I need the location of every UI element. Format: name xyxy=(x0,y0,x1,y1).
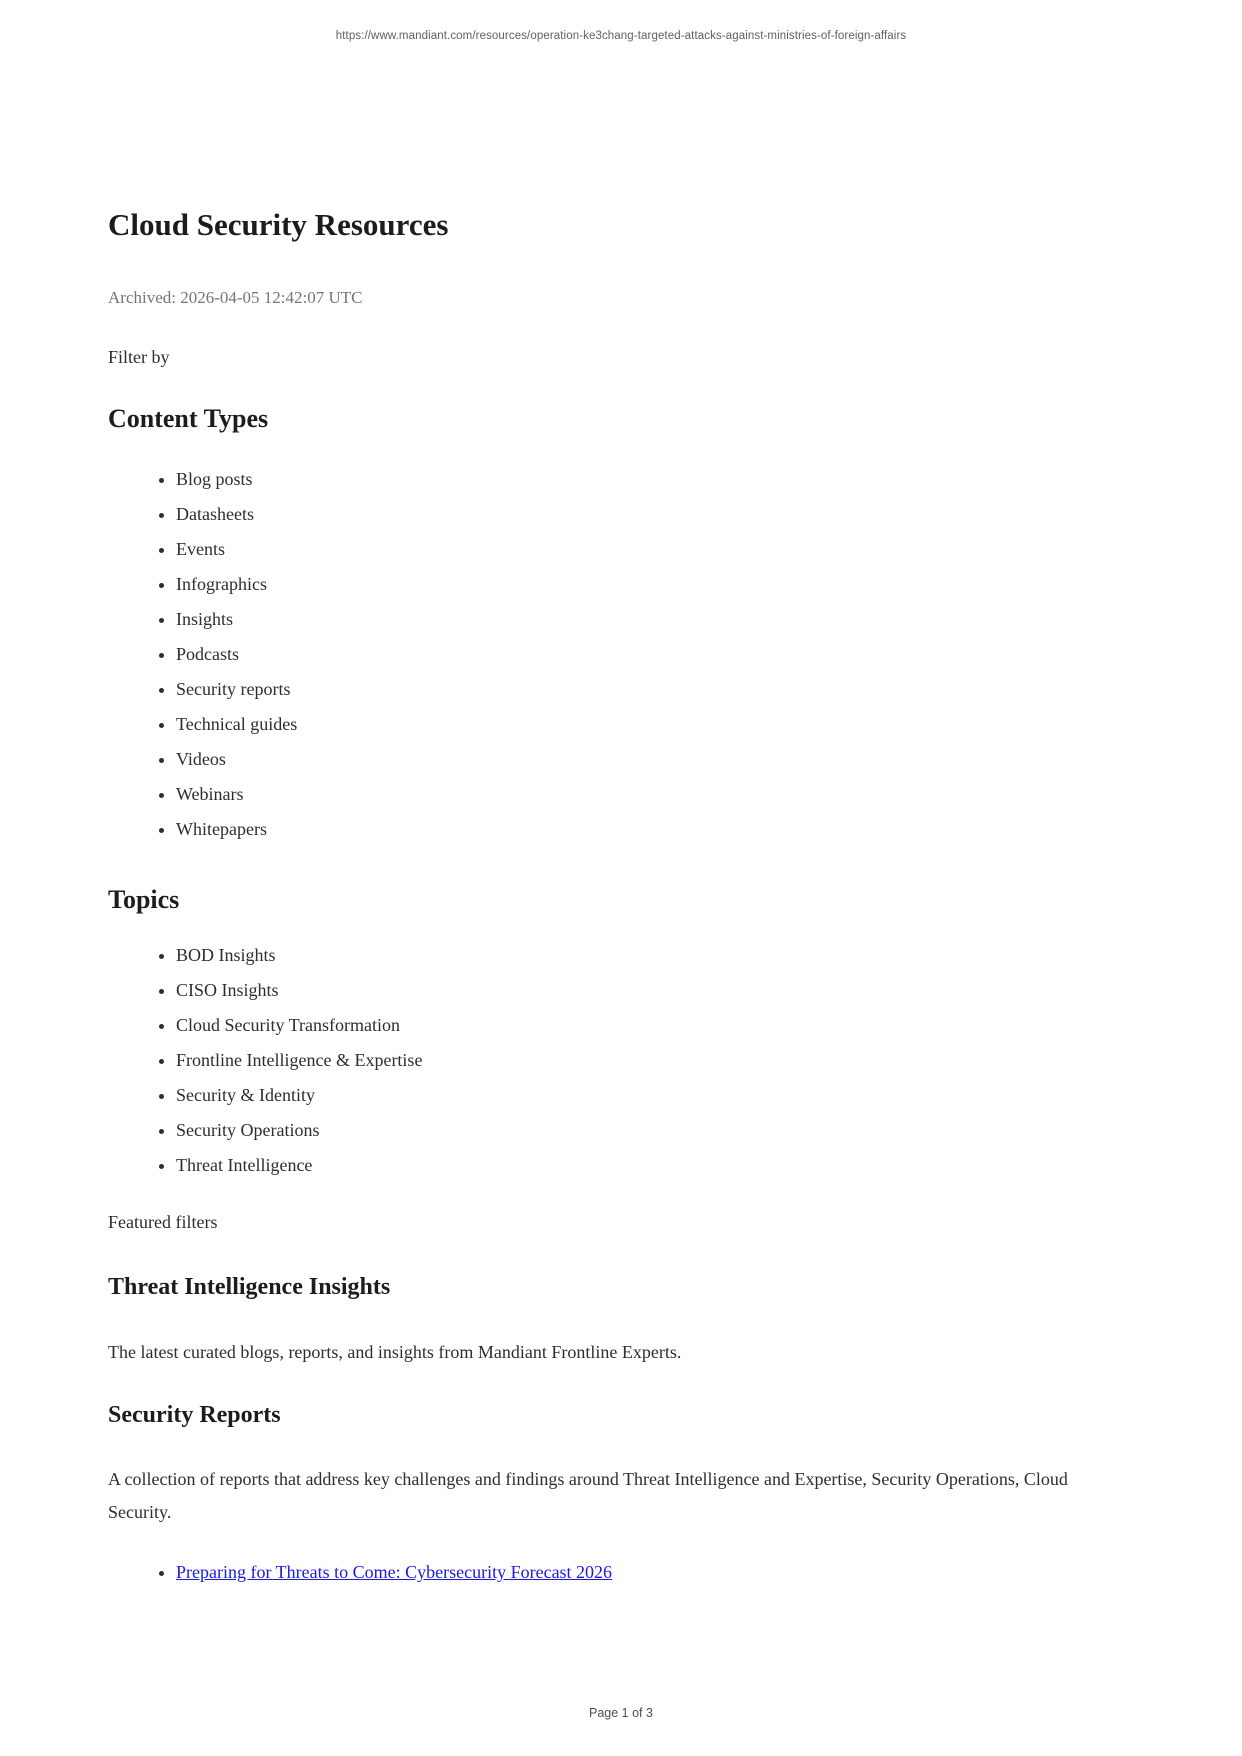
content-type-item: • Webinars xyxy=(176,777,1134,812)
content-type-item: • Infographics xyxy=(176,567,1134,602)
topic-item: • CISO Insights xyxy=(176,973,1134,1008)
content-type-item: • Security reports xyxy=(176,672,1134,707)
topic-item: • BOD Insights xyxy=(176,938,1134,973)
page-title: Cloud Security Resources xyxy=(108,207,449,242)
content-types-list xyxy=(108,462,1134,847)
filter-by-label: Filter by xyxy=(108,347,170,367)
content-type-item: • Blog posts xyxy=(176,462,1134,497)
content-type-item: • Whitepapers xyxy=(176,812,1134,847)
content-types-heading: Content Types xyxy=(108,404,269,433)
topic-item: • Frontline Intelligence & Expertise xyxy=(176,1043,1134,1078)
cybersecurity-forecast-2026-link[interactable]: Preparing for Threats to Come: Cybersecurity Forecast 2026 xyxy=(176,1562,613,1582)
security-reports-links xyxy=(108,1555,1134,1590)
content-type-item: • Datasheets xyxy=(176,497,1134,532)
topic-item: • Cloud Security Transformation xyxy=(176,1008,1134,1043)
topic-item: • Security Operations xyxy=(176,1113,1134,1148)
topic-item: • Security & Identity xyxy=(176,1078,1134,1113)
list-item xyxy=(176,1555,1134,1590)
page-number: Page 1 of 3 xyxy=(589,1706,653,1720)
threat-intelligence-insights-heading: Threat Intelligence Insights xyxy=(108,1274,391,1300)
security-reports-heading: Security Reports xyxy=(108,1402,281,1428)
topics-list xyxy=(108,938,1134,1183)
archived-timestamp: Archived: 2026-04-05 12:42:07 UTC xyxy=(108,288,363,307)
content-type-item: • Insights xyxy=(176,602,1134,637)
content-type-item: • Events xyxy=(176,532,1134,567)
threat-intelligence-insights-description: The latest curated blogs, reports, and insights from Mandiant Frontline Experts. xyxy=(108,1342,682,1362)
featured-filters-label: Featured filters xyxy=(108,1212,218,1232)
topic-item: • Threat Intelligence xyxy=(176,1148,1134,1183)
security-reports-description: A collection of reports that address key challenges and findings around Threat Intelligence and Expertise, Security Operations, Cloud Security. xyxy=(108,1469,1068,1522)
content-type-item: • Technical guides xyxy=(176,707,1134,742)
content-type-item: • Podcasts xyxy=(176,637,1134,672)
print-url-header: https://www.mandiant.com/resources/operation-ke3chang-targeted-attacks-against-ministries-of-foreign-affairs xyxy=(335,30,907,42)
content-type-item: • Videos xyxy=(176,742,1134,777)
topics-heading: Topics xyxy=(108,885,180,914)
